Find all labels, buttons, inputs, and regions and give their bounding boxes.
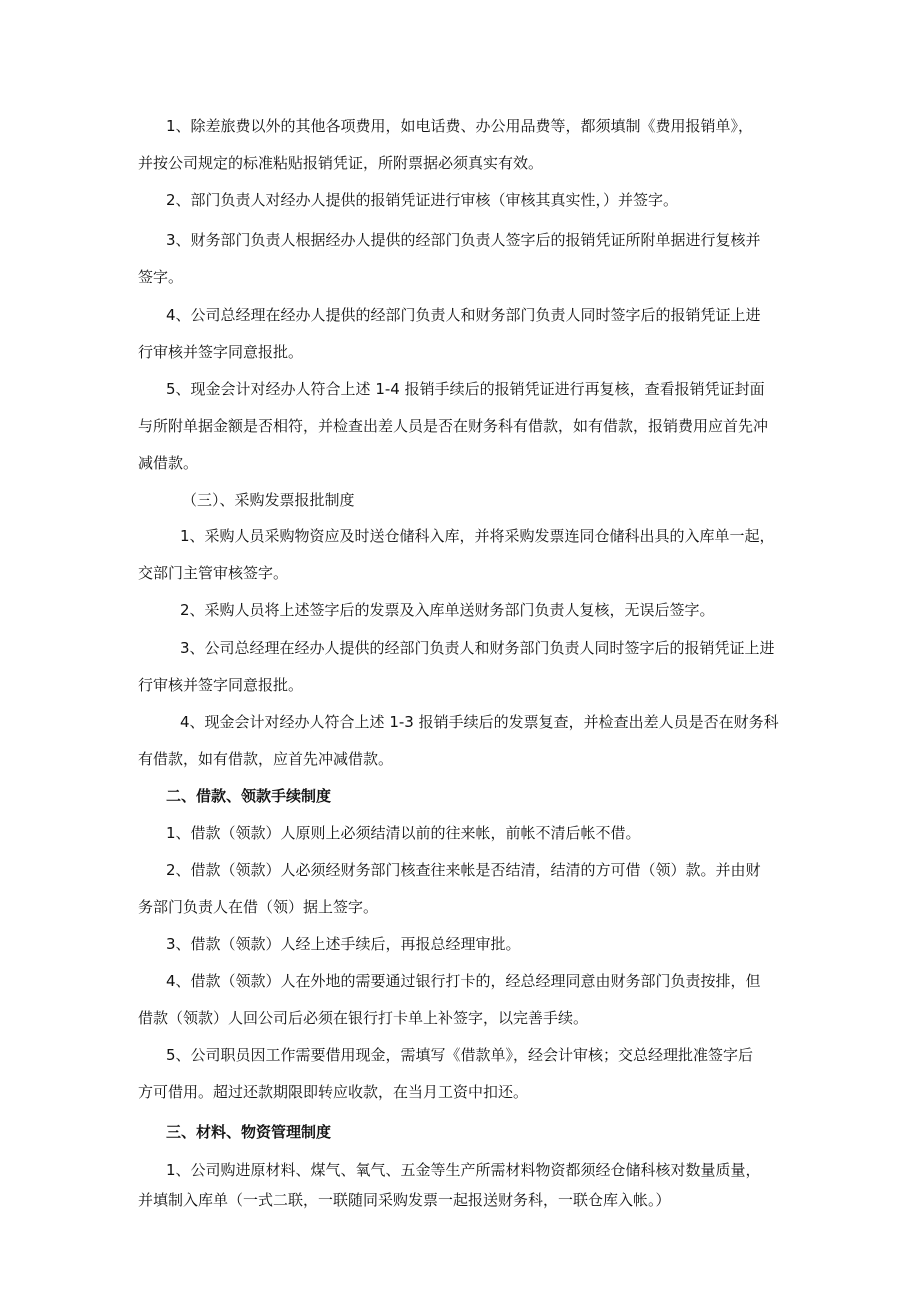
paragraph-loan-2 (138, 852, 792, 926)
text-line: 3、借款（领款）人经上述手续后，再报总经理审批。 (166, 935, 521, 953)
paragraph-expense-2 (138, 182, 792, 219)
text-line: 3、公司总经理在经办人提供的经部门负责人和财务部门负责人同时签字后的报销凭证上进 (180, 639, 775, 657)
text-line: 4、公司总经理在经办人提供的经部门负责人和财务部门负责人同时签字后的报销凭证上进 (166, 306, 761, 324)
text-line: 1、公司购进原材料、煤气、氧气、五金等生产所需材料物资都须经仓储科核对数量质量， (166, 1161, 761, 1179)
text-line: 并按公司规定的标准粘贴报销凭证，所附票据必须真实有效。 (138, 154, 544, 172)
paragraph-loan-5 (138, 1037, 792, 1111)
text-line: 有借款，如有借款，应首先冲减借款。 (138, 750, 394, 768)
paragraph-materials-1 (138, 1155, 792, 1215)
section-heading-purchase-invoice: （三）、采购发票报批制度 (182, 491, 355, 509)
text-line: 借款（领款）人回公司后必须在银行打卡单上补签字，以完善手续。 (138, 1009, 589, 1027)
text-line: 签字。 (138, 268, 184, 286)
paragraph-purchase-1 (138, 518, 792, 592)
text-line: 行审核并签字同意报批。 (138, 343, 304, 361)
text-line: 4、现金会计对经办人符合上述 1-3 报销手续后的发票复查，并检查出差人员是否在财务科 (180, 713, 779, 731)
text-line: 务部门负责人在借（领）据上签字。 (138, 898, 379, 916)
text-line: 交部门主管审核签字。 (138, 564, 289, 582)
text-line: 4、借款（领款）人在外地的需要通过银行打卡的，经总经理同意由财务部门负责按排，但 (166, 972, 761, 990)
text-line: 1、借款（领款）人原则上必须结清以前的往来帐，前帐不清后帐不借。 (166, 824, 641, 842)
text-line: 方可借用。超过还款期限即转应收款，在当月工资中扣还。 (138, 1083, 529, 1101)
paragraph-purchase-3 (138, 630, 792, 704)
paragraph-loan-1 (138, 815, 792, 852)
paragraph-expense-4 (138, 297, 792, 371)
text-line: 减借款。 (138, 454, 199, 472)
paragraph-loan-4 (138, 963, 792, 1037)
text-line: 行审核并签字同意报批。 (138, 676, 304, 694)
text-line: 1、除差旅费以外的其他各项费用，如电话费、办公用品费等，都须填制《费用报销单》， (166, 117, 754, 135)
text-line: 与所附单据金额是否相符，并检查出差人员是否在财务科有借款，如有借款，报销费用应首先冲 (138, 417, 769, 435)
text-line: 3、财务部门负责人根据经办人提供的经部门负责人签字后的报销凭证所附单据进行复核并 (166, 231, 761, 249)
section-heading-loan: 二、借款、领款手续制度 (166, 787, 332, 805)
text-line: 1、采购人员采购物资应及时送仓储科入库，并将采购发票连同仓储科出具的入库单一起， (180, 527, 775, 545)
paragraph-expense-5 (138, 371, 792, 482)
section-heading-materials: 三、材料、物资管理制度 (166, 1123, 332, 1141)
text-line: 2、采购人员将上述签字后的发票及入库单送财务部门负责人复核，无误后签字。 (180, 601, 715, 619)
paragraph-purchase-2 (138, 592, 792, 629)
text-line: 2、借款（领款）人必须经财务部门核查往来帐是否结清，结清的方可借（领）款。并由财 (166, 861, 761, 879)
paragraph-expense-3 (138, 222, 792, 296)
text-line: 2、部门负责人对经办人提供的报销凭证进行审核（审核其真实性，）并签字。 (166, 191, 679, 209)
paragraph-loan-3 (138, 926, 792, 963)
paragraph-expense-1 (138, 108, 792, 182)
text-line: 并填制入库单（一式二联，一联随同采购发票一起报送财务科，一联仓库入帐。） (138, 1191, 671, 1209)
text-line: 5、公司职员因工作需要借用现金，需填写《借款单》，经会计审核；交总经理批准签字后 (166, 1046, 754, 1064)
paragraph-purchase-4 (138, 704, 792, 778)
text-line: 5、现金会计对经办人符合上述 1-4 报销手续后的报销凭证进行再复核，查看报销凭证封面 (166, 380, 765, 398)
